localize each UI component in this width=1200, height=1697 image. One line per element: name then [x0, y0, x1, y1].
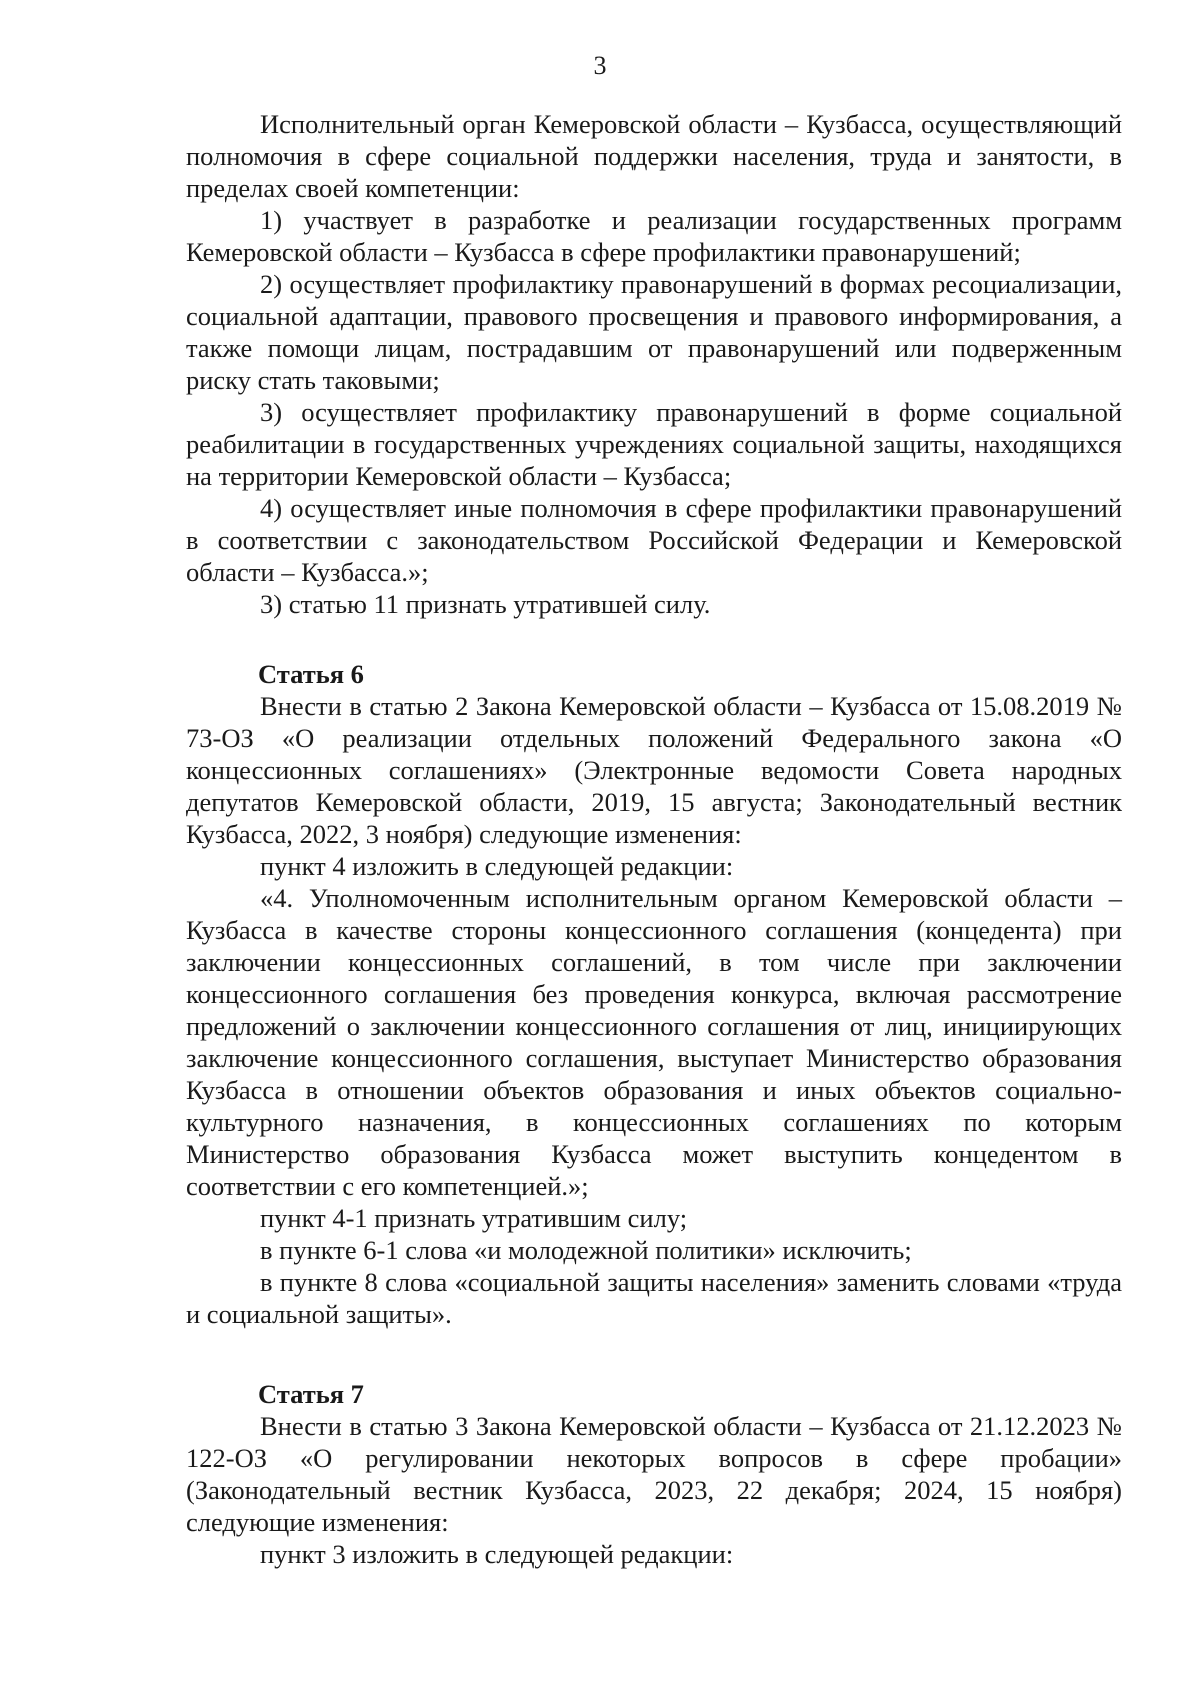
paragraph: 3) статью 11 признать утратившей силу. [260, 589, 711, 619]
page-number: 3 [593, 51, 607, 80]
paragraph: Исполнительный орган Кемеровской области – Кузбасса, осуществляющий полномочия в сфере социальной поддержки населения, труда и занятости, в пределах своей компетенции: [186, 109, 1122, 203]
article-6-heading: Статья 6 [258, 659, 364, 689]
paragraph: пункт 3 изложить в следующей редакции: [260, 1539, 734, 1569]
list-item: 4) осуществляет иные полномочия в сфере профилактики правонарушений в соответствии с законодательством Российской Федерации и Кемеровской области – Кузбасса.»; [186, 493, 1122, 587]
paragraph: в пункте 6-1 слова «и молодежной политики» исключить; [260, 1235, 912, 1265]
paragraph: пункт 4-1 признать утратившим силу; [260, 1203, 688, 1233]
paragraph: в пункте 8 слова «социальной защиты населения» заменить словами «труда и социальной защиты». [186, 1267, 1122, 1329]
quoted-paragraph: «4. Уполномоченным исполнительным органом Кемеровской области – Кузбасса в качестве стороны концессионного соглашения (концедента) при заключении концессионных соглашений, в том числе при заключении концессионного соглашения без проведения конкурса, включая рассмотрение предложений о заключении концессионного соглашения от лиц, инициирующих заключение концессионного соглашения, выступает Министерство образования Кузбасса в отношении объектов образования и иных объектов социально-культурного назначения, в концессионных соглашениях по которым Министерство образования Кузбасса может выступить концедентом в соответствии с его компетенцией.»; [186, 883, 1122, 1201]
list-item: 3) осуществляет профилактику правонарушений в форме социальной реабилитации в государственных учреждениях социальной защиты, находящихся на территории Кемеровской области – Кузбасса; [186, 397, 1122, 491]
list-item: 2) осуществляет профилактику правонарушений в формах ресоциализации, социальной адаптации, правового просвещения и правового информирования, а также помощи лицам, пострадавшим от правонарушений или подверженным риску стать таковыми; [186, 269, 1122, 395]
paragraph: Внести в статью 2 Закона Кемеровской области – Кузбасса от 15.08.2019 № 73-ОЗ «О реализации отдельных положений Федерального закона «О концессионных соглашениях» (Электронные ведомости Совета народных депутатов Кемеровской области, 2019, 15 августа; Законодательный вестник Кузбасса, 2022, 3 ноября) следующие изменения: [186, 691, 1122, 849]
paragraph: Внести в статью 3 Закона Кемеровской области – Кузбасса от 21.12.2023 № 122-ОЗ «О регулировании некоторых вопросов в сфере пробации» (Законодательный вестник Кузбасса, 2023, 22 декабря; 2024, 15 ноября) следующие изменения: [186, 1411, 1122, 1537]
paragraph: пункт 4 изложить в следующей редакции: [260, 851, 734, 881]
document-body [186, 108, 1122, 1570]
list-item: 1) участвует в разработке и реализации государственных программ Кемеровской области – Кузбасса в сфере профилактики правонарушений; [186, 205, 1122, 267]
article-7-heading: Статья 7 [258, 1379, 364, 1409]
